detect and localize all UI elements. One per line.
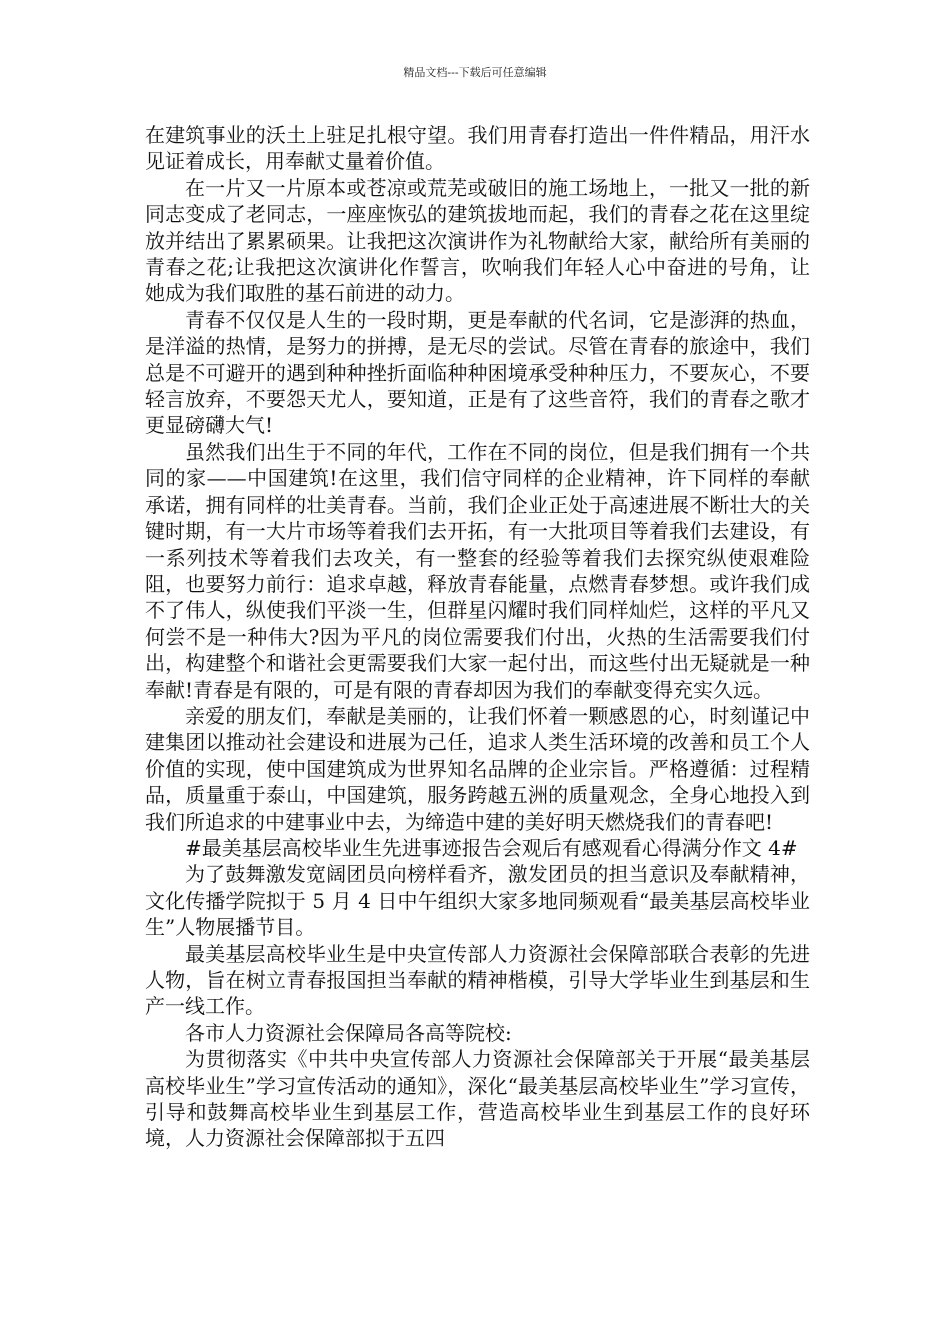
paragraph-2: 在一片又一片原本或苍凉或荒芜或破旧的施工场地上，一批又一批的新同志变成了老同志，一座座恢弘的建筑拔地而起，我们的青春之花在这里绽放并结出了累累硕果。让我把这次演讲作为礼物献给大家，献给所有美丽的青春之花;让我把这次演讲化作誓言，吹响我们年轻人心中奋进的号角，让她成为我们取胜的基石前进的动力。 xyxy=(145,175,810,306)
section-heading: #最美基层高校毕业生先进事迹报告会观后有感观看心得满分作文 4# xyxy=(185,835,798,860)
paragraph-3: 青春不仅仅是人生的一段时期，更是奉献的代名词，它是澎湃的热血，是洋溢的热情，是努力的拼搏，是无尽的尝试。尽管在青春的旅途中，我们总是不可避开的遇到种种挫折面临种种困境承受种种压力，不要灰心，不要轻言放弃，不要怨天尤人，要知道，正是有了这些音符，我们的青春之歌才更显磅礴大气! xyxy=(145,307,810,438)
paragraph-7: 最美基层高校毕业生是中央宣传部人力资源社会保障部联合表彰的先进人物，旨在树立青春报国担当奉献的精神楷模，引导大学毕业生到基层和生产一线工作。 xyxy=(145,941,810,1019)
page-header: 精品文档---下载后可任意编辑 xyxy=(403,66,547,79)
paragraph-1: 在建筑事业的沃土上驻足扎根守望。我们用青春打造出一件件精品，用汗水见证着成长，用奉献丈量着价值。 xyxy=(145,123,810,174)
document-body xyxy=(145,122,810,1152)
paragraph-6: 为了鼓舞激发宽阔团员向榜样看齐，激发团员的担当意识及奉献精神，文化传播学院拟于 5 月 4 日中午组织大家多地同频观看“最美基层高校毕业生”人物展播节目。 xyxy=(145,862,810,940)
paragraph-5: 亲爱的朋友们，奉献是美丽的，让我们怀着一颗感恩的心，时刻谨记中建集团以推动社会建设和进展为己任，追求人类生活环境的改善和员工个人价值的实现，使中国建筑成为世界知名品牌的企业宗旨。严格遵循：过程精品，质量重于泰山，中国建筑，服务跨越五洲的质量观念，全身心地投入到我们所追求的中建事业中去，为缔造中建的美好明天燃烧我们的青春吧! xyxy=(145,703,810,834)
paragraph-4: 虽然我们出生于不同的年代，工作在不同的岗位，但是我们拥有一个共同的家——中国建筑!在这里，我们信守同样的企业精神，许下同样的奉献承诺，拥有同样的壮美青春。当前，我们企业正处于高速进展不断壮大的关键时期，有一大片市场等着我们去开拓，有一大批项目等着我们去建设，有一系列技术等着我们去攻关，有一整套的经验等着我们去探究纵使艰难险阻，也要努力前行：追求卓越，释放青春能量，点燃青春梦想。或许我们成不了伟人，纵使我们平淡一生，但群星闪耀时我们同样灿烂，这样的平凡又何尝不是一种伟大?因为平凡的岗位需要我们付出，火热的生活需要我们付出，构建整个和谐社会更需要我们大家一起付出，而这些付出无疑就是一种奉献!青春是有限的，可是有限的青春却因为我们的奉献变得充实久远。 xyxy=(145,439,810,702)
paragraph-9: 为贯彻落实《中共中央宣传部人力资源社会保障部关于开展“最美基层高校毕业生”学习宣传活动的通知》，深化“最美基层高校毕业生”学习宣传，引导和鼓舞高校毕业生到基层工作，营造高校毕业生到基层工作的良好环境，人力资源社会保障部拟于五四 xyxy=(145,1047,810,1151)
paragraph-8: 各市人力资源社会保障局各高等院校: xyxy=(185,1020,512,1045)
